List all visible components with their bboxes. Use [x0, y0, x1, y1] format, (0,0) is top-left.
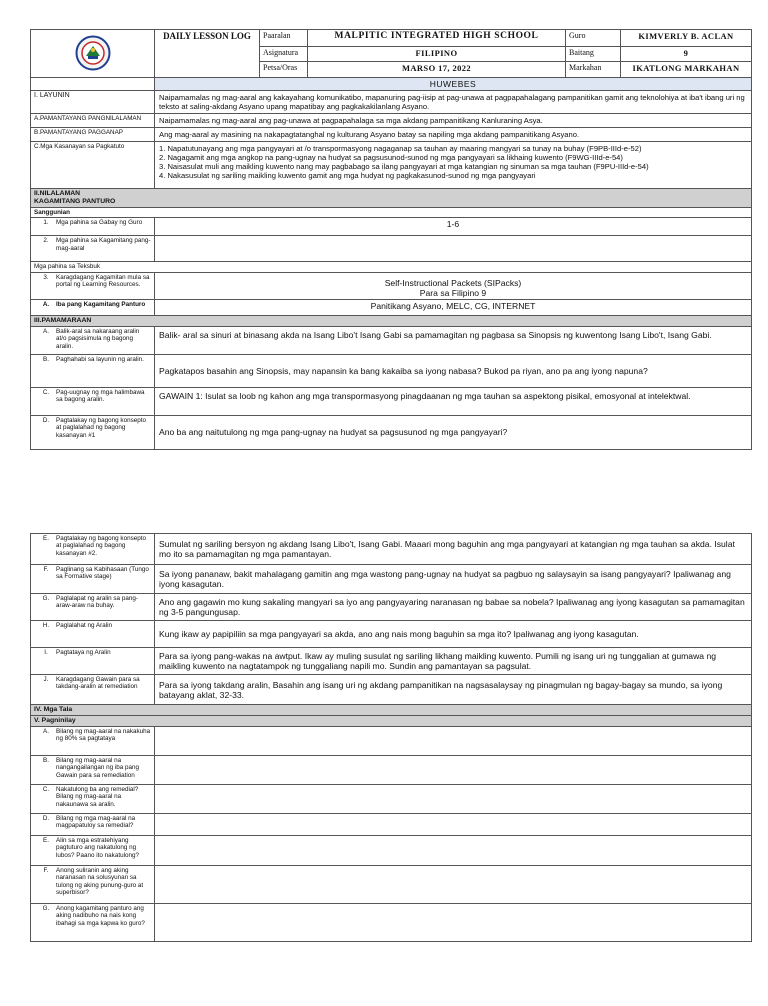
kasanayan-list — [155, 142, 752, 189]
kagamitan-heading: KAGAMITANG PANTURO — [34, 198, 116, 205]
layunin-label: I. LAYUNIN — [31, 91, 155, 114]
quarter-label: Markahan — [566, 62, 621, 78]
reflection-label: F. Anong suliranin ang aking naranasan na solusyunan sa tulong ng aking punung-guro at superbisor? — [31, 866, 155, 904]
nilalaman-section-header — [31, 189, 752, 208]
school-label: Paaralan — [260, 30, 308, 47]
lesson-log-page-1 — [30, 29, 752, 450]
pamamaraan-header: III.PAMAMARAAN — [31, 315, 752, 326]
grade-value: 9 — [621, 47, 752, 62]
procedure-label: H. Paglalahat ng Aralin — [31, 621, 155, 648]
reflection-answer — [155, 836, 752, 866]
procedure-text: Kung ikaw ay papipiliin sa mga pangyayari sa akda, ano ang nais mong baguhin sa mga ito? Ipaliwanag ang iyong kasagutan. — [155, 621, 752, 648]
sipacks-text: Self-Instructional Packets (SIPacks) — [384, 278, 522, 289]
school-seal-icon — [75, 35, 111, 71]
procedure-text: Para sa iyong pang-wakas na awtput. Ikaw ay muling susulat ng sariling likhang maikling kuwento. Pumili ng isang uri ng tunggalian at gumawa ng maikling kuwento na nagtatampok ng tunggaliang napili mo. Sundin ang pamantayan sa pagsulat. — [155, 648, 752, 675]
kasanayan-item: 1. Napatutunayang ang mga pangyayari at /o transpormasyong nagaganap sa tauhan ay maaring mangyari sa tunay na buhay (F9PB-IIId-e-52) — [159, 144, 642, 153]
teacher-name: KIMVERLY B. ACLAN — [621, 30, 752, 47]
procedure-label: A. Balik-aral sa nakaraang aralin at/o pagsisimula ng bagong aralin. — [31, 326, 155, 354]
pagninilay-header: V. Pagninilay — [31, 716, 752, 727]
document-title: DAILY LESSON LOG — [155, 30, 260, 78]
lesson-log-page-2 — [30, 533, 752, 942]
procedure-label: I. Pagtataya ng Aralin — [31, 648, 155, 675]
reflection-label: E. Alin sa mga estratehiyang pagtuturo ang nakatulong ng lubos? Paano ito nakatulong? — [31, 836, 155, 866]
reflection-label: D. Bilang ng mga mag-aaral na magpapatuloy sa remedial? — [31, 814, 155, 836]
procedure-text: Balik- aral sa sinuri at binasang akda na Isang Libo't Isang Gabi sa pamamagitan ng pagbasa sa Sinopsis ng kuwentong Isang Libo't, Isang Gabi. — [155, 326, 752, 354]
procedure-label: F. Paglinang sa Kabihasaan (Tungo sa Formative stage) — [31, 565, 155, 594]
reflection-answer — [155, 756, 752, 785]
pagganap-label: B.PAMANTAYANG PAGGANAP — [31, 128, 155, 142]
kagamitan-mag-aaral-label: 2. Mga pahina sa Kagamitang pang-mag-aaral — [31, 236, 155, 262]
teacher-label: Guro — [566, 30, 621, 47]
learning-resources-label: 3. Karagdagang Kagamitan mula sa portal ng Learning Resources. — [31, 272, 155, 299]
date-label: Petsa/Oras — [260, 62, 308, 78]
procedure-label: E. Pagtalakay ng bagong konsepto at paglalahad ng bagong kasanayan #2. — [31, 534, 155, 565]
school-name: MALPITIC INTEGRATED HIGH SCHOOL — [308, 30, 566, 47]
day-header: HUWEBES — [155, 78, 752, 91]
subject-value: FILIPINO — [308, 47, 566, 62]
pangnilalaman-text: Naipamamalas ng mag-aaral ang pag-unawa at pagpapahalaga sa mga akdang pampanitikang Kanluraning Asya. — [155, 114, 752, 128]
reflection-answer — [155, 814, 752, 836]
reflection-label: B. Bilang ng mag-aaral na nangangailangan ng iba pang Gawain para sa remediation — [31, 756, 155, 785]
reflection-label: G. Anong kagamitang panturo ang aking nadibuho na nais kong ibahagi sa mga kapwa ko guro? — [31, 904, 155, 942]
procedure-label: C. Pag-uugnay ng mga halimbawa sa bagong aralin. — [31, 387, 155, 415]
reflection-answer — [155, 866, 752, 904]
procedure-label: B. Paghahabi sa layunin ng aralin. — [31, 354, 155, 387]
procedure-text: Pagkatapos basahin ang Sinopsis, may napansin ka bang kakaiba sa iyong nabasa? Bukod pa riyan, ano pa ang iyong napuna? — [155, 354, 752, 387]
kasanayan-item: 3. Naisasulat muli ang maikling kuwento nang may pagbabago sa ilang pangyayari at mga katangian ng sinuman sa mga tauhan (F9PU-IIId-e-54) — [159, 162, 649, 171]
day-blank-cell — [31, 78, 155, 91]
procedure-text: Ano ba ang naitutulong ng mga pang-ugnay na hudyat sa pagsusunod ng mga pangyayari? — [155, 415, 752, 449]
grade-label: Baitang — [566, 47, 621, 62]
teksbuk-label: Mga pahina sa Teksbuk — [31, 262, 752, 272]
procedure-text: Ano ang gagawin mo kung sakaling mangyari sa iyo ang pangyayaring naranasan ng babae sa nobela? Ipaliwanag ang iyong kasagutan sa pamamagitan ng 3-5 pangungusap. — [155, 594, 752, 621]
mga-tala-header: IV. Mga Tala — [31, 705, 752, 716]
subject-label: Asignatura — [260, 47, 308, 62]
reflection-answer — [155, 727, 752, 756]
iba-pang-kagamitan-label: A. Iba pang Kagamitang Panturo — [31, 299, 155, 315]
para-sa-filipino-text: Para sa Filipino 9 — [419, 288, 487, 299]
reflection-label: C. Nakatulong ba ang remedial? Bilang ng mag-aaral na nakaunawa sa aralin. — [31, 785, 155, 814]
learning-resources-value — [155, 272, 752, 299]
kasanayan-label: C.Mga Kasanayan sa Pagkatuto — [31, 142, 155, 189]
kasanayan-item: 2. Nagagamit ang mga angkop na pang-ugnay na hudyat sa pagsusunod-sunod ng mga pangyayari sa likhaing kuwento (F9WG-IIId-e-54) — [159, 153, 623, 162]
gabay-guro-label: 1. Mga pahina sa Gabay ng Guro — [31, 218, 155, 236]
procedure-text: GAWAIN 1: Isulat sa loob ng kahon ang mga transpormasyong pinagdaanan ng mga tauhan sa aspektong pisikal, emosyonal at intelektwal. — [155, 387, 752, 415]
kasanayan-item: 4. Nakasusulat ng sariling maikling kuwento gamit ang mga hudyat ng pagkakasunod-sunod ng mga pangyayari — [159, 171, 536, 180]
procedure-label: J. Karagdagang Gawain para sa takdang-aralin at remediation — [31, 675, 155, 705]
pangnilalaman-label: A.PAMANTAYANG PANGNILALAMAN — [31, 114, 155, 128]
pagganap-text: Ang mag-aaral ay masining na nakapagtatanghal ng kulturang Asyano batay sa napiling mga akdang pampanitikang Asyano. — [155, 128, 752, 142]
iba-pang-kagamitan-value: Panitikang Asyano, MELC, CG, INTERNET — [155, 299, 752, 315]
quarter-value: IKATLONG MARKAHAN — [621, 62, 752, 78]
procedure-label: G. Paglalapat ng aralin sa pang-araw-araw na buhay. — [31, 594, 155, 621]
gabay-guro-value: 1-6 — [155, 218, 752, 236]
procedure-text: Sa iyong pananaw, bakit mahalagang gamitin ang mga wastong pang-ugnay na hudyat sa pagbuo ng salaysayin sa isang pangyayari? Ipaliwanag ang iyong kasagutan. — [155, 565, 752, 594]
nilalaman-heading: II.NILALAMAN — [34, 190, 81, 197]
kagamitan-mag-aaral-value — [155, 236, 752, 262]
reflection-answer — [155, 904, 752, 942]
reflection-label: A. Bilang ng mag-aaral na nakakuha ng 80% sa pagtataya — [31, 727, 155, 756]
procedure-text: Sumulat ng sariling bersyon ng akdang Isang Libo't, Isang Gabi. Maaari mong baguhin ang mga pangyayari at katangian ng mga tauhan sa akda. Isulat mo ito sa pamamagitan ng mga pamantayan. — [155, 534, 752, 565]
procedure-text: Para sa iyong takdang aralin, Basahin ang isang uri ng akdang pampanitikan na nagsasalaysay ng pinagmulan ng bagay-bagay sa mundo, sa iyong batayang aklat, 32-33. — [155, 675, 752, 705]
date-value: MARSO 17, 2022 — [308, 62, 566, 78]
layunin-text: Naipamamalas ng mag-aaral ang kakayahang komunikatibo, mapanuring pag-iisip at pag-unawa at pagpapahalagang pampanitikan gamit ang teknolohiya at iba't ibang uri ng teksto at saling-akdang Asyano upang mapatibay ang pagkakakilanlang Asyano. — [155, 91, 752, 114]
reflection-answer — [155, 785, 752, 814]
school-logo — [31, 30, 155, 78]
procedure-label: D. Pagtalakay ng bagong konsepto at paglalahad ng bagong kasanayan #1 — [31, 415, 155, 449]
sanggunian-label: Sanggunian — [31, 208, 752, 218]
